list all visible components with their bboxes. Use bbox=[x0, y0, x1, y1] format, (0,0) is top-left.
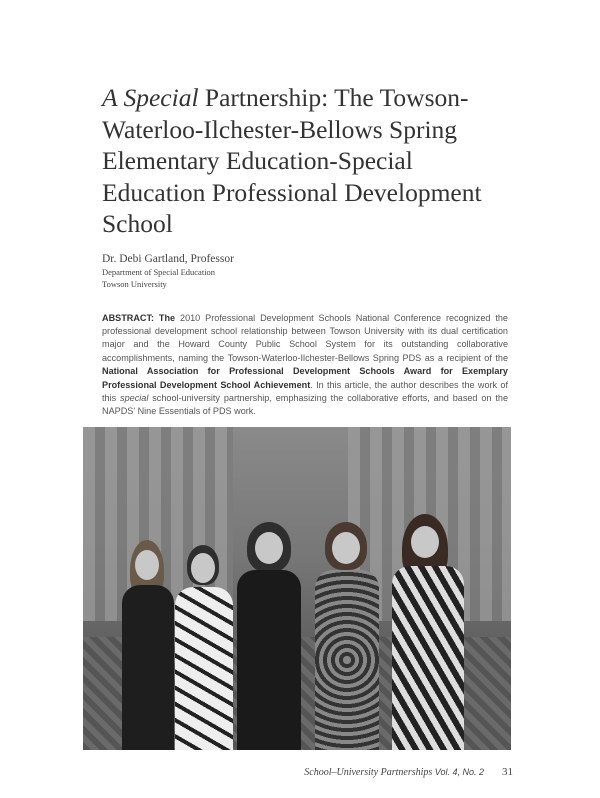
author-university: Towson University bbox=[102, 278, 167, 289]
person bbox=[233, 522, 305, 750]
abstract bbox=[102, 312, 508, 419]
award-name: National Association for Professional Development Schools Award for Exemplary Professional Development School Achievement bbox=[102, 366, 508, 390]
journal-footer bbox=[304, 767, 484, 778]
abstract-text: 2010 Professional Development Schools National Conference recognized the professional development school relationship between Towson University with its dual certification major and the Howard County Public School System for its outstanding collaborative accomplishments, naming the Towson-Waterloo-Ilchester-Bellows Spring PDS as a recipient of the bbox=[102, 312, 508, 363]
person bbox=[118, 540, 178, 750]
abstract-label: ABSTRACT: The bbox=[102, 312, 176, 323]
person bbox=[388, 514, 468, 750]
journal-volume: Vol. 4, No. 2 bbox=[434, 766, 484, 777]
person bbox=[171, 545, 236, 750]
title-text: Partnership: The Towson-Waterloo-Ilchester-Bellows Spring Elementary Education-Special Education Professional Development School bbox=[102, 83, 482, 238]
author-name: Dr. Debi Gartland, Professor bbox=[102, 252, 234, 265]
journal-name: School–University Partnerships bbox=[304, 766, 433, 778]
page-number: 31 bbox=[502, 765, 513, 778]
abstract-text: school-university partnership, emphasizing the collaborative efforts, and based on the NAPDS' Nine Essentials of PDS work. bbox=[102, 392, 508, 417]
abstract-italic: special bbox=[120, 392, 149, 403]
article-title bbox=[102, 82, 512, 240]
abstract-text: . In this article, the author describes the work of this bbox=[102, 379, 509, 403]
person bbox=[311, 522, 383, 750]
title-italic: A Special bbox=[102, 83, 199, 112]
group-photo bbox=[83, 427, 511, 750]
author-department: Department of Special Education bbox=[102, 266, 216, 277]
